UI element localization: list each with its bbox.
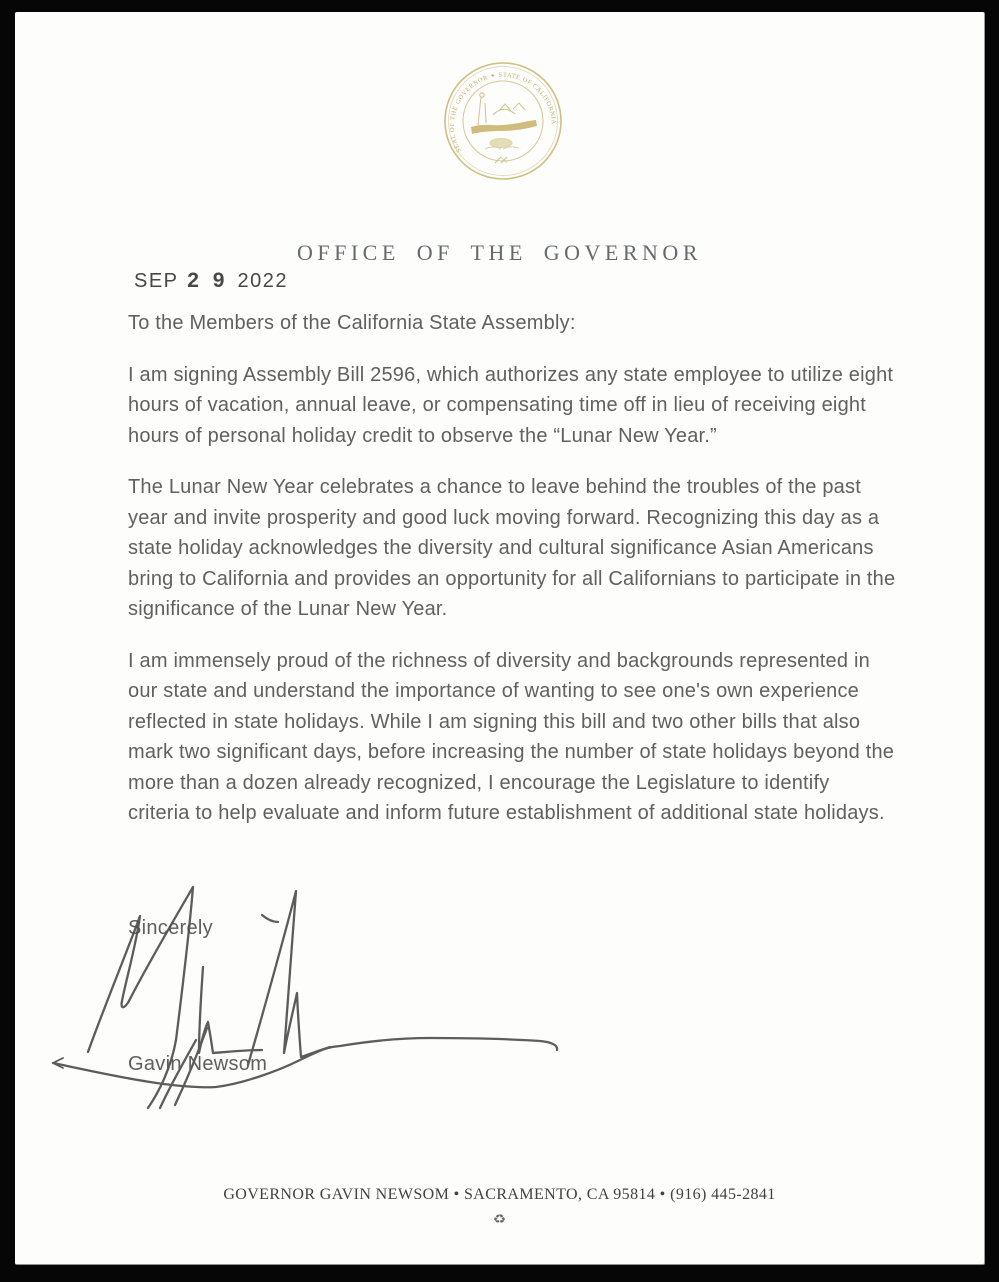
salutation: To the Members of the California State Assembly: <box>128 312 576 334</box>
signer-name: Gavin Newsom <box>128 1053 268 1075</box>
seal-emblem-art <box>478 93 525 125</box>
seal-water-band <box>471 120 537 134</box>
page-title: OFFICE OF THE GOVERNOR <box>296 240 702 265</box>
signature-scrawl <box>35 878 610 1123</box>
date-stamp-month: SEP <box>134 270 179 292</box>
recycled-paper-icon: ♻ <box>492 1212 507 1227</box>
letter-page <box>15 12 985 1265</box>
closing-sincerely: Sincerely <box>128 917 213 939</box>
paragraph-3: I am immensely proud of the richness of diversity and backgrounds represented in our state and understand the importance of wanting to see one's own experience reflected in state holidays. While I am signing this bill and two other bills that also mark two significant days, before increasing the number of state holidays beyond the more than a dozen already recognized, I encourage the Legislature to identify criteria to help evaluate and inform future establishment of additional state holidays. <box>128 649 895 824</box>
date-stamp-day: 2 9 <box>187 269 229 292</box>
date-stamp-year: 2022 <box>237 270 288 292</box>
date-stamp <box>134 269 288 293</box>
paragraph-1: I am signing Assembly Bill 2596, which authorizes any state employee to utilize eight hours of vacation, annual leave, or compensating time off in lieu of receiving eight hours of personal holiday credit to observe the “Lunar New Year.” <box>128 363 894 447</box>
california-governor-seal-icon <box>441 59 565 183</box>
letter-body <box>128 308 896 850</box>
seal-ring-text: SEAL OF THE GOVERNOR ✦ STATE OF CALIFORNIA <box>448 71 558 154</box>
paragraph-2: The Lunar New Year celebrates a chance to leave behind the troubles of the past year and invite prosperity and good luck moving forward. Recognizing this day as a state holiday acknowledges the diversity and cultural significance Asian Americans bring to California and provides an opportunity for all Californians to participate in the significance of the Lunar New Year. <box>128 476 896 620</box>
seal-bottom-laurel <box>495 157 507 163</box>
seal-bear <box>485 139 519 150</box>
footer-address-line: GOVERNOR GAVIN NEWSOM • SACRAMENTO, CA 95814 • (916) 445-2841 <box>223 1186 776 1203</box>
